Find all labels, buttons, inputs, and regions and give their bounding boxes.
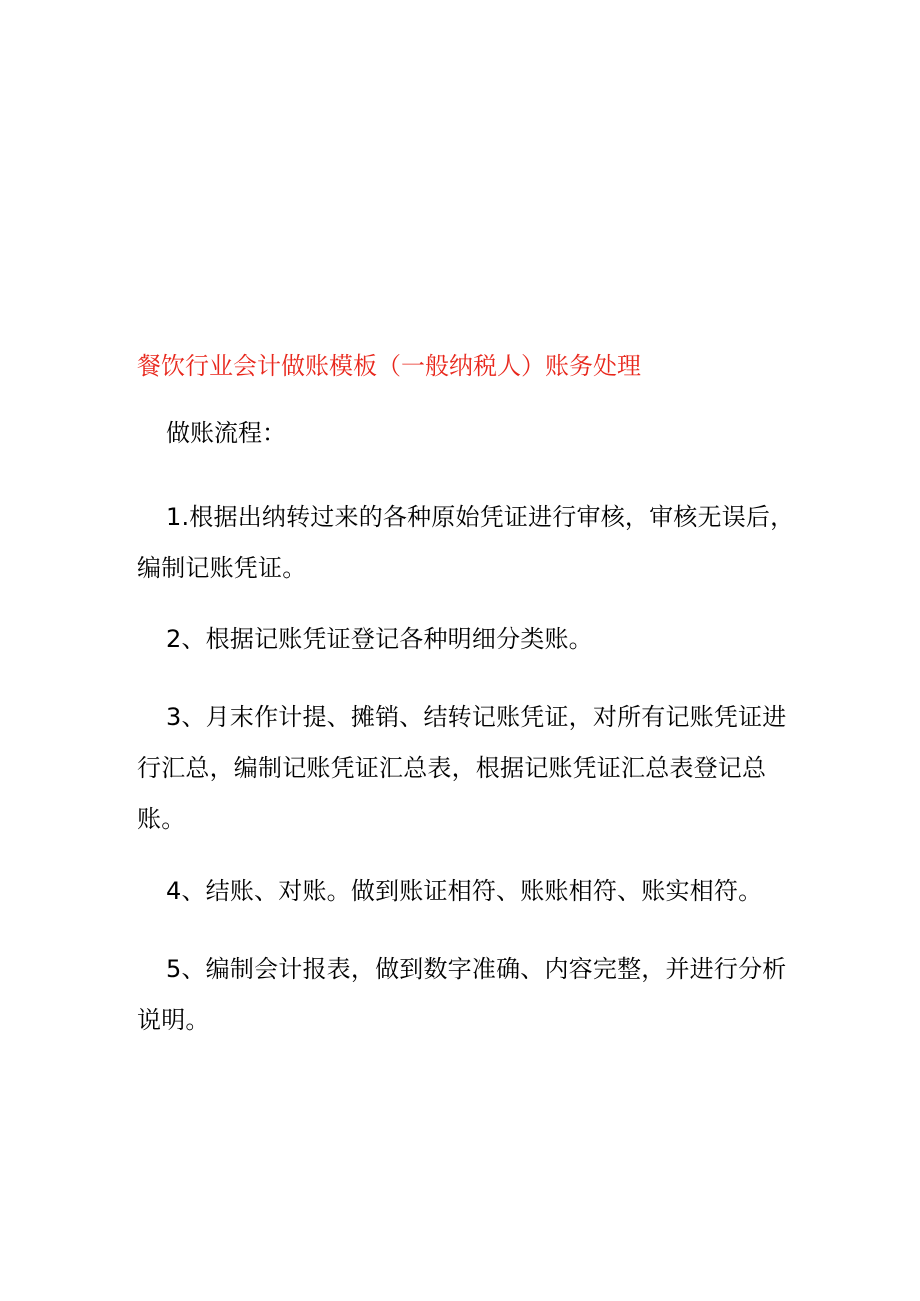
process-step-2: 2、根据记账凭证登记各种明细分类账。: [166, 625, 593, 653]
process-step-3: 3、月末作计提、摊销、结转记账凭证，对所有记账凭证进行汇总，编制记账凭证汇总表，根据记账凭证汇总表登记总账。: [137, 703, 787, 833]
document-title: 餐饮行业会计做账模板（一般纳税人）账务处理: [137, 352, 641, 380]
section-heading: 做账流程：: [166, 419, 286, 447]
process-step-5: 5、编制会计报表，做到数字准确、内容完整，并进行分析说明。: [137, 955, 787, 1034]
process-step-1: 1.根据出纳转过来的各种原始凭证进行审核，审核无误后，编制记账凭证。: [137, 503, 795, 582]
process-step-4: 4、结账、对账。做到账证相符、账账相符、账实相符。: [166, 877, 763, 905]
